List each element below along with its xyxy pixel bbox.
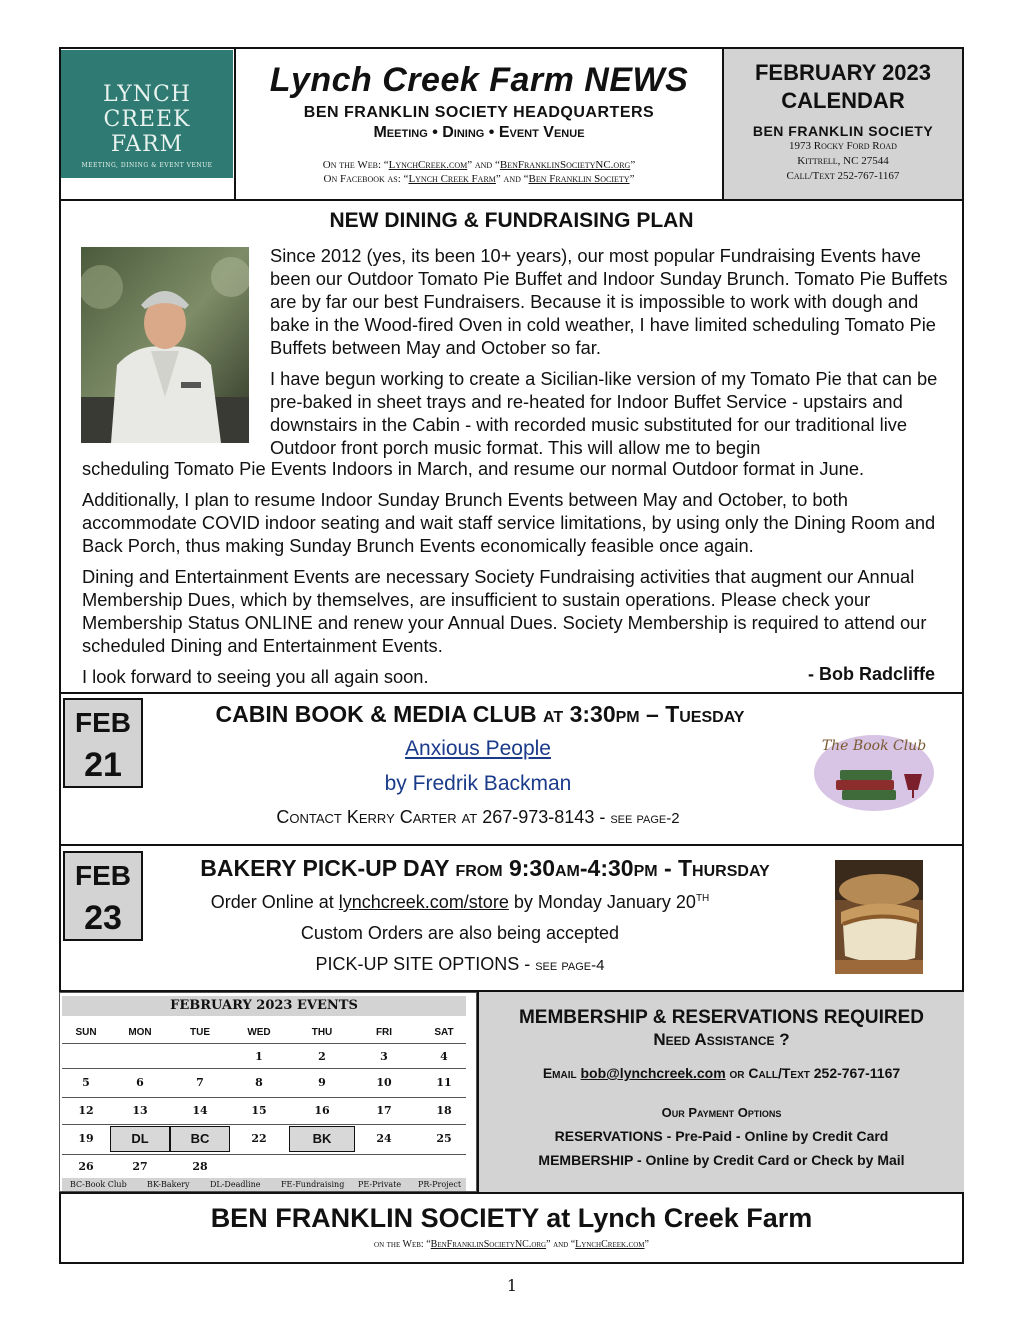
cal-day: 12 — [78, 1104, 94, 1117]
footer-benfranklin-link[interactable]: BenFranklinSocietyNC.org — [430, 1239, 547, 1250]
cal-day: 25 — [436, 1132, 452, 1145]
benfranklinsociety-link[interactable]: BenFranklinSocietyNC.org — [499, 159, 631, 171]
cal-day: 15 — [251, 1104, 267, 1117]
calendar-month: FEBRUARY 2023 — [754, 60, 932, 85]
article-intro — [270, 244, 960, 459]
fb-mid: ” and “ — [495, 173, 529, 185]
page-number: 1 — [506, 1276, 518, 1295]
article-paragraph-5: I look forward to seeing you all again soon. — [82, 666, 429, 687]
cal-day: 19 — [78, 1132, 94, 1145]
cal-day: 27 — [132, 1160, 148, 1173]
facebook-ben-franklin-society-link[interactable]: Ben Franklin Society — [528, 173, 630, 185]
calendar-heading: FEBRUARY 2023 EVENTS — [62, 996, 466, 1016]
weekday-wed: WED — [247, 1027, 271, 1038]
weekday-mon: MON — [128, 1027, 152, 1038]
footer-title: BEN FRANKLIN SOCIETY at Lynch Creek Farm — [210, 1203, 813, 1233]
logo-tagline: MEETING, DINING & EVENT VENUE — [81, 162, 213, 169]
event2-date-badge — [63, 851, 143, 941]
need-assistance: Need Assistance ? — [653, 1030, 790, 1049]
cal-day: 7 — [196, 1076, 204, 1089]
event1-author: by Fredrik Backman — [384, 772, 572, 795]
cal-day: 6 — [136, 1076, 144, 1089]
logo-line1: LYNCH — [103, 82, 191, 107]
event2-month: FEB — [75, 860, 131, 891]
email-prefix: Email — [542, 1065, 581, 1081]
calendar-title — [724, 59, 962, 115]
signature: - Bob Radcliffe — [808, 664, 936, 684]
logo-line3: FARM — [110, 132, 184, 157]
footer-lynchcreek-link[interactable]: LynchCreek.com — [575, 1239, 645, 1250]
cal-day: 14 — [192, 1104, 208, 1117]
order-superscript: TH — [695, 893, 710, 904]
legend-book-club: BC-Book Club — [70, 1180, 127, 1189]
cal-day: 10 — [376, 1076, 392, 1089]
fb-suffix: ” — [629, 173, 635, 185]
calendar-rule — [62, 1068, 466, 1069]
calendar-header-panel — [724, 49, 962, 199]
newsletter-subtitle: BEN FRANKLIN SOCIETY HEADQUARTERS — [303, 104, 655, 121]
cal-day: 22 — [251, 1132, 267, 1145]
event2-see-page: see page-4 — [535, 957, 605, 974]
article-paragraph-1: Since 2012 (yes, its been 10+ years), our most popular Fundraising Events have been our Outdoor Tomato Pie Buffet and Indoor Sunday Brunch. Tomato Pie Buffets are by far our best Fundraisers. Because it is impossible to work with dough and bake in the Wood-fired Oven in cold weather, I have limited scheduling Tomato Pie Buffets between May and October so far. — [270, 245, 948, 358]
order-prefix: Order Online at — [210, 892, 339, 912]
web-mid: ” and “ — [467, 159, 500, 171]
legend-deadline: DL-Deadline — [210, 1180, 261, 1189]
membership-title: MEMBERSHIP & RESERVATIONS REQUIRED — [518, 1007, 925, 1028]
footer-web-mid: ” and “ — [546, 1239, 576, 1250]
cal-day: 16 — [314, 1104, 330, 1117]
article-paragraph-2-continued: scheduling Tomato Pie Events Indoors in March, and resume our normal Outdoor format in June. — [82, 458, 865, 479]
calendar-rule — [62, 1043, 466, 1044]
facebook-line — [236, 172, 722, 186]
reservations-payment: RESERVATIONS - Pre-Paid - Online by Credit Card — [554, 1128, 889, 1144]
membership-panel — [477, 992, 964, 1192]
address-city: Kittrell, NC 27544 — [797, 155, 889, 167]
weekday-tue: TUE — [190, 1027, 210, 1038]
cal-day: 28 — [192, 1160, 208, 1173]
contact-line — [479, 1065, 964, 1081]
article-title: NEW DINING & FUNDRAISING PLAN — [329, 209, 694, 232]
pickup-text: PICK-UP SITE OPTIONS - — [315, 954, 536, 974]
event2-title: BAKERY PICK-UP DAY from 9:30am-4:30pm - Thursday — [200, 855, 770, 881]
weekday-sat: SAT — [434, 1027, 454, 1038]
author-photo — [81, 247, 249, 443]
cal-day: 18 — [436, 1104, 452, 1117]
bread-photo — [835, 860, 923, 974]
calendar-rule — [62, 1124, 466, 1125]
weekday-thu: THU — [311, 1027, 333, 1038]
web-prefix: On the Web: “ — [322, 159, 389, 171]
event1-day: 21 — [84, 746, 122, 784]
article-body — [82, 457, 960, 696]
cal-day: 26 — [78, 1160, 94, 1173]
logo-line2: CREEK — [103, 107, 191, 132]
event2-day: 23 — [84, 899, 122, 937]
article-paragraph-3: Additionally, I plan to resume Indoor Sunday Brunch Events between May and October, to both accommodate COVID indoor seating and wait staff service limitations, by using only the Dining Room and Back Porch, thus making Sunday Brunch Events economically feasible once again. — [82, 489, 936, 556]
calendar-legend — [62, 1178, 466, 1191]
payment-options-title: Our Payment Options — [661, 1105, 782, 1120]
event1-book-wrap — [150, 737, 806, 761]
calendar-rule — [62, 1154, 466, 1155]
footer-web-prefix: on the Web: “ — [374, 1239, 431, 1250]
event1-date-badge — [63, 698, 143, 788]
event1-month: FEB — [75, 707, 131, 738]
society-name: BEN FRANKLIN SOCIETY — [752, 123, 934, 139]
masthead — [236, 52, 722, 186]
facebook-lynch-creek-farm-link[interactable]: Lynch Creek Farm — [408, 173, 496, 185]
event1-contact-text: Contact Kerry Carter at 267-973-8143 - — [276, 807, 611, 827]
membership-payment: MEMBERSHIP - Online by Credit Card or Check by Mail — [538, 1152, 905, 1168]
legend-bakery: BK-Bakery — [147, 1180, 190, 1189]
cal-event-deadline[interactable]: DL — [110, 1126, 170, 1152]
email-link[interactable]: bob@lynchcreek.com — [580, 1065, 726, 1081]
article-paragraph-4: Dining and Entertainment Events are necessary Society Fundraising activities that augment our Annual Membership Dues, which by themselves, are insufficient to sustain operations. Please check your Membership Status ONLINE and renew your Annual Dues. Society Membership is required to attend our scheduled Dining and Entertainment Events. — [82, 566, 927, 656]
footer — [59, 1192, 964, 1264]
web-line — [236, 158, 722, 172]
cal-event-bakery[interactable]: BK — [289, 1126, 355, 1152]
footer-web-links — [61, 1239, 962, 1250]
cal-day: 1 — [255, 1050, 263, 1063]
email-suffix: or Call/Text 252-767-1167 — [725, 1065, 901, 1081]
lynch-creek-farm-logo — [61, 50, 233, 178]
address-street: 1973 Rocky Ford Road — [789, 140, 897, 152]
calendar-word: CALENDAR — [781, 88, 905, 113]
event2-order — [150, 892, 770, 913]
legend-private: PE-Private — [358, 1180, 402, 1189]
book-club-badge — [812, 728, 936, 812]
cal-day: 24 — [376, 1132, 392, 1145]
cal-day: 2 — [318, 1050, 326, 1063]
calendar-rule — [62, 1097, 466, 1098]
footer-web-suffix: ” — [644, 1239, 649, 1250]
store-link[interactable]: lynchcreek.com/store — [338, 892, 509, 912]
event2-custom-orders: Custom Orders are also being accepted — [300, 923, 620, 943]
web-suffix: ” — [630, 159, 636, 171]
lynchcreek-link[interactable]: LynchCreek.com — [388, 159, 468, 171]
cal-day: 13 — [132, 1104, 148, 1117]
web-links — [236, 158, 722, 186]
event1-contact — [150, 807, 806, 828]
legend-fundraising: FE-Fundraising — [281, 1180, 345, 1189]
event2-pickup-options — [150, 954, 770, 975]
venue-tagline: Meeting • Dining • Event Venue — [373, 124, 585, 141]
cal-event-book-club[interactable]: BC — [170, 1126, 230, 1152]
cal-day: 9 — [318, 1076, 326, 1089]
event1-see-page: see page-2 — [610, 810, 680, 827]
cal-day: 11 — [436, 1076, 452, 1089]
phone: Call/Text 252-767-1167 — [786, 170, 900, 182]
article-paragraph-2: I have begun working to create a Sicilian-like version of my Tomato Pie that can be pre-baked in sheet trays and re-heated for Indoor Buffet Service - upstairs and downstairs in the Cabin - with recorded music substituted for our traditional live Outdoor front porch music format. This will allow me to begin — [270, 368, 938, 458]
order-suffix: by Monday January 20 — [508, 892, 696, 912]
cal-day: 5 — [82, 1076, 90, 1089]
book-title-link[interactable]: Anxious People — [405, 737, 551, 760]
legend-project: PR-Project — [418, 1180, 462, 1189]
newsletter-title: Lynch Creek Farm NEWS — [269, 61, 689, 99]
weekday-fri: FRI — [375, 1027, 393, 1038]
weekday-sun: SUN — [75, 1027, 97, 1038]
fb-prefix: On Facebook as: “ — [323, 173, 409, 185]
cal-day: 17 — [376, 1104, 392, 1117]
cal-day: 4 — [440, 1050, 448, 1063]
cal-day: 8 — [255, 1076, 263, 1089]
event1-title: CABIN BOOK & MEDIA CLUB at 3:30pm – Tuesday — [215, 701, 745, 727]
cal-day: 3 — [380, 1050, 388, 1063]
book-club-badge-text: The Book Club — [821, 738, 927, 754]
